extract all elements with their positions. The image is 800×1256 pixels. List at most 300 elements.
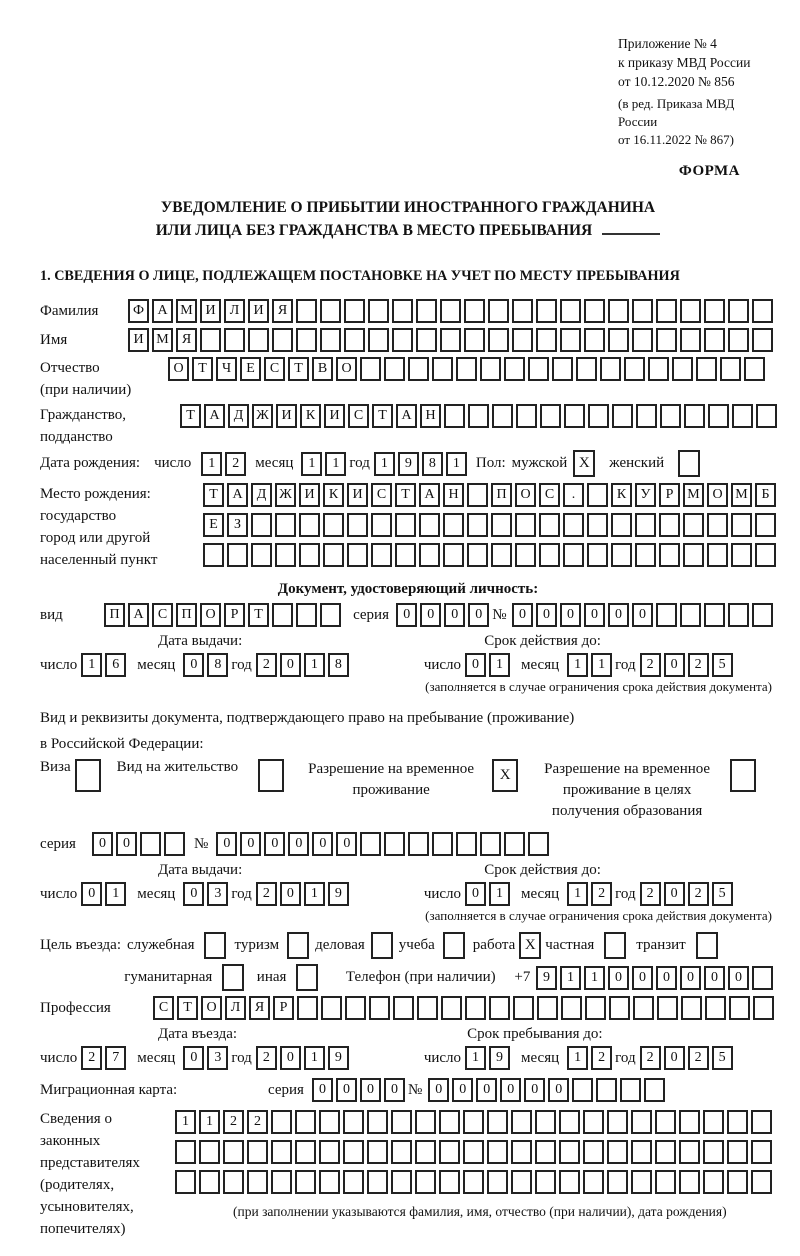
form-cell[interactable]: 1 <box>567 653 588 677</box>
form-cell[interactable]: 1 <box>199 1110 220 1134</box>
form-cell[interactable] <box>611 513 632 537</box>
form-cell[interactable]: 1 <box>105 882 126 906</box>
form-cell[interactable] <box>272 603 293 627</box>
form-cell[interactable]: 0 <box>704 966 725 990</box>
form-cell[interactable]: 1 <box>175 1110 196 1134</box>
form-cell[interactable]: К <box>323 483 344 507</box>
form-cell[interactable] <box>456 832 477 856</box>
form-cell[interactable]: 0 <box>680 966 701 990</box>
form-cell[interactable] <box>560 328 581 352</box>
form-cell[interactable]: Д <box>228 404 249 428</box>
form-cell[interactable] <box>468 404 489 428</box>
form-cell[interactable]: 0 <box>116 832 137 856</box>
form-cell[interactable]: 5 <box>712 1046 733 1070</box>
form-cell[interactable]: М <box>683 483 704 507</box>
form-cell[interactable] <box>247 1140 268 1164</box>
form-cell[interactable]: 1 <box>304 882 325 906</box>
form-cell[interactable]: 0 <box>92 832 113 856</box>
form-cell[interactable]: 0 <box>465 653 486 677</box>
form-cell[interactable]: 0 <box>632 603 653 627</box>
form-cell[interactable]: 3 <box>207 882 228 906</box>
form-cell[interactable]: 2 <box>256 882 277 906</box>
form-cell[interactable] <box>751 1140 772 1164</box>
form-cell[interactable]: 1 <box>560 966 581 990</box>
form-cell[interactable]: Д <box>251 483 272 507</box>
form-cell[interactable] <box>607 1140 628 1164</box>
form-cell[interactable]: П <box>176 603 197 627</box>
form-cell[interactable] <box>199 1140 220 1164</box>
form-cell[interactable] <box>564 404 585 428</box>
form-cell[interactable] <box>755 513 776 537</box>
form-cell[interactable] <box>391 1170 412 1194</box>
form-cell[interactable] <box>444 404 465 428</box>
form-cell[interactable] <box>655 1140 676 1164</box>
form-cell[interactable] <box>344 328 365 352</box>
form-cell[interactable]: Т <box>288 357 309 381</box>
form-cell[interactable] <box>679 1170 700 1194</box>
form-cell[interactable] <box>271 1140 292 1164</box>
form-cell[interactable] <box>227 543 248 567</box>
form-cell[interactable]: 1 <box>591 653 612 677</box>
form-cell[interactable] <box>441 996 462 1020</box>
form-cell[interactable] <box>728 603 749 627</box>
form-cell[interactable]: 2 <box>247 1110 268 1134</box>
form-cell[interactable] <box>223 1170 244 1194</box>
form-cell[interactable] <box>504 832 525 856</box>
form-cell[interactable] <box>535 1110 556 1134</box>
form-cell[interactable] <box>323 543 344 567</box>
form-cell[interactable] <box>319 1140 340 1164</box>
form-cell[interactable] <box>480 357 501 381</box>
form-cell[interactable] <box>456 357 477 381</box>
form-cell[interactable] <box>655 1110 676 1134</box>
form-cell[interactable] <box>516 404 537 428</box>
form-cell[interactable] <box>467 483 488 507</box>
form-cell[interactable] <box>296 299 317 323</box>
form-cell[interactable]: 1 <box>489 882 510 906</box>
form-cell[interactable]: 0 <box>336 1078 357 1102</box>
form-cell[interactable] <box>443 513 464 537</box>
form-cell[interactable] <box>487 1170 508 1194</box>
form-cell[interactable]: 0 <box>420 603 441 627</box>
form-cell[interactable] <box>751 1110 772 1134</box>
form-cell[interactable] <box>384 357 405 381</box>
form-cell[interactable] <box>644 1078 665 1102</box>
form-cell[interactable] <box>440 299 461 323</box>
form-cell[interactable]: Р <box>224 603 245 627</box>
form-cell[interactable] <box>727 1140 748 1164</box>
form-cell[interactable]: 0 <box>548 1078 569 1102</box>
form-cell[interactable]: Ж <box>252 404 273 428</box>
form-cell[interactable] <box>612 404 633 428</box>
purpose-tourism-checkbox[interactable] <box>287 932 309 959</box>
form-cell[interactable] <box>371 543 392 567</box>
form-cell[interactable]: 6 <box>105 653 126 677</box>
form-cell[interactable]: Т <box>372 404 393 428</box>
form-cell[interactable] <box>732 404 753 428</box>
form-cell[interactable] <box>631 1140 652 1164</box>
form-cell[interactable] <box>576 357 597 381</box>
form-cell[interactable] <box>584 328 605 352</box>
form-cell[interactable]: 0 <box>584 603 605 627</box>
form-cell[interactable]: О <box>707 483 728 507</box>
form-cell[interactable] <box>395 543 416 567</box>
form-cell[interactable] <box>440 328 461 352</box>
form-cell[interactable]: А <box>419 483 440 507</box>
form-cell[interactable] <box>583 1110 604 1134</box>
form-cell[interactable]: 9 <box>489 1046 510 1070</box>
form-cell[interactable]: 1 <box>446 452 467 476</box>
form-cell[interactable]: П <box>491 483 512 507</box>
form-cell[interactable] <box>369 996 390 1020</box>
form-cell[interactable] <box>587 543 608 567</box>
form-cell[interactable]: В <box>312 357 333 381</box>
form-cell[interactable] <box>248 328 269 352</box>
form-cell[interactable] <box>432 357 453 381</box>
form-cell[interactable] <box>415 1110 436 1134</box>
form-cell[interactable] <box>539 513 560 537</box>
form-cell[interactable] <box>488 299 509 323</box>
form-cell[interactable]: 0 <box>468 603 489 627</box>
form-cell[interactable] <box>572 1078 593 1102</box>
form-cell[interactable] <box>416 328 437 352</box>
form-cell[interactable]: 9 <box>328 1046 349 1070</box>
form-cell[interactable] <box>528 357 549 381</box>
form-cell[interactable] <box>707 513 728 537</box>
form-cell[interactable] <box>319 1170 340 1194</box>
form-cell[interactable] <box>392 299 413 323</box>
form-cell[interactable] <box>631 1170 652 1194</box>
form-cell[interactable]: К <box>611 483 632 507</box>
form-cell[interactable]: Б <box>755 483 776 507</box>
form-cell[interactable] <box>587 483 608 507</box>
form-cell[interactable]: 0 <box>280 882 301 906</box>
form-cell[interactable] <box>515 543 536 567</box>
form-cell[interactable]: 2 <box>688 1046 709 1070</box>
form-cell[interactable] <box>731 513 752 537</box>
form-cell[interactable]: 0 <box>512 603 533 627</box>
form-cell[interactable] <box>439 1170 460 1194</box>
form-cell[interactable] <box>511 1140 532 1164</box>
form-cell[interactable] <box>295 1170 316 1194</box>
form-cell[interactable] <box>703 1110 724 1134</box>
form-cell[interactable]: 0 <box>183 882 204 906</box>
purpose-official-checkbox[interactable] <box>204 932 226 959</box>
form-cell[interactable] <box>731 543 752 567</box>
visa-checkbox[interactable] <box>75 759 101 792</box>
form-cell[interactable] <box>512 328 533 352</box>
form-cell[interactable] <box>632 299 653 323</box>
form-cell[interactable] <box>224 328 245 352</box>
form-cell[interactable] <box>347 543 368 567</box>
form-cell[interactable]: К <box>300 404 321 428</box>
form-cell[interactable]: О <box>168 357 189 381</box>
form-cell[interactable]: И <box>248 299 269 323</box>
sex-male-checkbox[interactable]: X <box>573 450 595 477</box>
form-cell[interactable]: З <box>227 513 248 537</box>
form-cell[interactable] <box>536 299 557 323</box>
form-cell[interactable] <box>345 996 366 1020</box>
form-cell[interactable]: С <box>539 483 560 507</box>
form-cell[interactable] <box>720 357 741 381</box>
form-cell[interactable] <box>756 404 777 428</box>
form-cell[interactable] <box>321 996 342 1020</box>
form-cell[interactable]: 8 <box>328 653 349 677</box>
form-cell[interactable]: 0 <box>396 603 417 627</box>
form-cell[interactable] <box>656 299 677 323</box>
form-cell[interactable] <box>480 832 501 856</box>
form-cell[interactable] <box>635 543 656 567</box>
form-cell[interactable] <box>583 1170 604 1194</box>
form-cell[interactable]: С <box>371 483 392 507</box>
form-cell[interactable] <box>672 357 693 381</box>
form-cell[interactable]: Я <box>176 328 197 352</box>
form-cell[interactable] <box>632 328 653 352</box>
form-cell[interactable] <box>535 1170 556 1194</box>
form-cell[interactable]: 9 <box>328 882 349 906</box>
form-cell[interactable] <box>744 357 765 381</box>
form-cell[interactable]: О <box>515 483 536 507</box>
form-cell[interactable]: 0 <box>312 832 333 856</box>
form-cell[interactable] <box>360 357 381 381</box>
form-cell[interactable] <box>175 1140 196 1164</box>
form-cell[interactable] <box>297 996 318 1020</box>
form-cell[interactable] <box>679 1140 700 1164</box>
form-cell[interactable] <box>295 1140 316 1164</box>
form-cell[interactable] <box>679 1110 700 1134</box>
form-cell[interactable] <box>368 328 389 352</box>
purpose-other-checkbox[interactable] <box>296 964 318 991</box>
form-cell[interactable]: А <box>227 483 248 507</box>
form-cell[interactable]: И <box>347 483 368 507</box>
form-cell[interactable]: 1 <box>201 452 222 476</box>
form-cell[interactable] <box>367 1140 388 1164</box>
form-cell[interactable]: 1 <box>81 653 102 677</box>
form-cell[interactable] <box>319 1110 340 1134</box>
form-cell[interactable] <box>751 1170 772 1194</box>
form-cell[interactable] <box>696 357 717 381</box>
form-cell[interactable] <box>175 1170 196 1194</box>
form-cell[interactable] <box>251 513 272 537</box>
form-cell[interactable] <box>419 513 440 537</box>
form-cell[interactable]: 0 <box>384 1078 405 1102</box>
form-cell[interactable]: 1 <box>567 1046 588 1070</box>
form-cell[interactable] <box>368 299 389 323</box>
form-cell[interactable] <box>384 832 405 856</box>
form-cell[interactable] <box>536 328 557 352</box>
form-cell[interactable] <box>513 996 534 1020</box>
form-cell[interactable] <box>487 1110 508 1134</box>
form-cell[interactable] <box>631 1110 652 1134</box>
form-cell[interactable] <box>343 1170 364 1194</box>
form-cell[interactable]: 0 <box>312 1078 333 1102</box>
form-cell[interactable]: 3 <box>207 1046 228 1070</box>
form-cell[interactable] <box>275 513 296 537</box>
form-cell[interactable] <box>439 1140 460 1164</box>
form-cell[interactable]: Ч <box>216 357 237 381</box>
form-cell[interactable] <box>296 603 317 627</box>
form-cell[interactable]: 2 <box>591 1046 612 1070</box>
form-cell[interactable] <box>465 996 486 1020</box>
form-cell[interactable]: 0 <box>264 832 285 856</box>
form-cell[interactable] <box>752 299 773 323</box>
form-cell[interactable]: 1 <box>584 966 605 990</box>
form-cell[interactable]: Е <box>203 513 224 537</box>
form-cell[interactable] <box>752 966 773 990</box>
form-cell[interactable] <box>251 543 272 567</box>
form-cell[interactable] <box>635 513 656 537</box>
purpose-transit-checkbox[interactable] <box>696 932 718 959</box>
form-cell[interactable]: 0 <box>524 1078 545 1102</box>
form-cell[interactable]: И <box>200 299 221 323</box>
temp-residence-checkbox[interactable]: X <box>492 759 518 792</box>
form-cell[interactable]: 0 <box>452 1078 473 1102</box>
form-cell[interactable]: Ф <box>128 299 149 323</box>
form-cell[interactable] <box>684 404 705 428</box>
form-cell[interactable] <box>343 1110 364 1134</box>
form-cell[interactable] <box>535 1140 556 1164</box>
form-cell[interactable]: 2 <box>81 1046 102 1070</box>
form-cell[interactable] <box>299 513 320 537</box>
form-cell[interactable]: 0 <box>288 832 309 856</box>
purpose-business-checkbox[interactable] <box>371 932 393 959</box>
form-cell[interactable] <box>511 1110 532 1134</box>
form-cell[interactable]: О <box>336 357 357 381</box>
form-cell[interactable]: 0 <box>240 832 261 856</box>
form-cell[interactable] <box>467 543 488 567</box>
form-cell[interactable] <box>680 299 701 323</box>
form-cell[interactable] <box>360 832 381 856</box>
form-cell[interactable]: 5 <box>712 653 733 677</box>
form-cell[interactable]: 2 <box>591 882 612 906</box>
form-cell[interactable] <box>537 996 558 1020</box>
form-cell[interactable]: 0 <box>336 832 357 856</box>
form-cell[interactable]: 7 <box>105 1046 126 1070</box>
form-cell[interactable] <box>659 513 680 537</box>
form-cell[interactable]: 1 <box>304 1046 325 1070</box>
form-cell[interactable]: О <box>200 603 221 627</box>
form-cell[interactable]: Н <box>420 404 441 428</box>
form-cell[interactable]: 0 <box>664 1046 685 1070</box>
form-cell[interactable] <box>443 543 464 567</box>
form-cell[interactable]: М <box>731 483 752 507</box>
form-cell[interactable] <box>587 513 608 537</box>
form-cell[interactable]: 0 <box>444 603 465 627</box>
form-cell[interactable] <box>275 543 296 567</box>
purpose-humanitarian-checkbox[interactable] <box>222 964 244 991</box>
form-cell[interactable] <box>367 1110 388 1134</box>
purpose-work-checkbox[interactable]: X <box>519 932 541 959</box>
form-cell[interactable] <box>299 543 320 567</box>
form-cell[interactable] <box>680 603 701 627</box>
form-cell[interactable] <box>608 328 629 352</box>
purpose-study-checkbox[interactable] <box>443 932 465 959</box>
form-cell[interactable]: Л <box>224 299 245 323</box>
form-cell[interactable]: Т <box>180 404 201 428</box>
form-cell[interactable] <box>271 1110 292 1134</box>
form-cell[interactable] <box>392 328 413 352</box>
form-cell[interactable] <box>512 299 533 323</box>
form-cell[interactable]: 1 <box>301 452 322 476</box>
form-cell[interactable] <box>703 1170 724 1194</box>
form-cell[interactable] <box>656 328 677 352</box>
form-cell[interactable] <box>728 328 749 352</box>
form-cell[interactable] <box>344 299 365 323</box>
form-cell[interactable] <box>463 1170 484 1194</box>
form-cell[interactable] <box>681 996 702 1020</box>
form-cell[interactable]: 2 <box>223 1110 244 1134</box>
form-cell[interactable]: . <box>563 483 584 507</box>
form-cell[interactable] <box>624 357 645 381</box>
form-cell[interactable] <box>464 328 485 352</box>
form-cell[interactable] <box>439 1110 460 1134</box>
form-cell[interactable] <box>140 832 161 856</box>
form-cell[interactable] <box>416 299 437 323</box>
form-cell[interactable]: 0 <box>183 653 204 677</box>
form-cell[interactable] <box>489 996 510 1020</box>
form-cell[interactable]: 0 <box>81 882 102 906</box>
form-cell[interactable] <box>323 513 344 537</box>
form-cell[interactable] <box>408 357 429 381</box>
form-cell[interactable] <box>417 996 438 1020</box>
form-cell[interactable]: М <box>152 328 173 352</box>
form-cell[interactable] <box>656 603 677 627</box>
form-cell[interactable] <box>559 1140 580 1164</box>
form-cell[interactable] <box>164 832 185 856</box>
form-cell[interactable] <box>491 543 512 567</box>
form-cell[interactable]: А <box>204 404 225 428</box>
form-cell[interactable]: 8 <box>207 653 228 677</box>
form-cell[interactable] <box>561 996 582 1020</box>
form-cell[interactable]: Т <box>177 996 198 1020</box>
form-cell[interactable] <box>511 1170 532 1194</box>
form-cell[interactable] <box>660 404 681 428</box>
form-cell[interactable]: 2 <box>256 653 277 677</box>
form-cell[interactable] <box>463 1110 484 1134</box>
form-cell[interactable] <box>528 832 549 856</box>
form-cell[interactable]: А <box>152 299 173 323</box>
form-cell[interactable]: 0 <box>476 1078 497 1102</box>
form-cell[interactable] <box>467 513 488 537</box>
form-cell[interactable] <box>203 543 224 567</box>
form-cell[interactable] <box>488 328 509 352</box>
sex-female-checkbox[interactable] <box>678 450 700 477</box>
form-cell[interactable]: 0 <box>560 603 581 627</box>
form-cell[interactable] <box>391 1140 412 1164</box>
form-cell[interactable]: С <box>153 996 174 1020</box>
form-cell[interactable] <box>408 832 429 856</box>
form-cell[interactable]: У <box>635 483 656 507</box>
form-cell[interactable] <box>199 1170 220 1194</box>
form-cell[interactable] <box>705 996 726 1020</box>
form-cell[interactable]: 0 <box>280 1046 301 1070</box>
form-cell[interactable] <box>371 513 392 537</box>
form-cell[interactable] <box>367 1170 388 1194</box>
form-cell[interactable]: 0 <box>428 1078 449 1102</box>
form-cell[interactable]: Т <box>395 483 416 507</box>
residence-permit-checkbox[interactable] <box>258 759 284 792</box>
form-cell[interactable] <box>272 328 293 352</box>
form-cell[interactable]: 0 <box>280 653 301 677</box>
form-cell[interactable] <box>728 299 749 323</box>
form-cell[interactable] <box>540 404 561 428</box>
form-cell[interactable] <box>343 1140 364 1164</box>
form-cell[interactable] <box>560 299 581 323</box>
form-cell[interactable]: 0 <box>664 882 685 906</box>
form-cell[interactable] <box>464 299 485 323</box>
form-cell[interactable] <box>504 357 525 381</box>
form-cell[interactable]: 0 <box>183 1046 204 1070</box>
